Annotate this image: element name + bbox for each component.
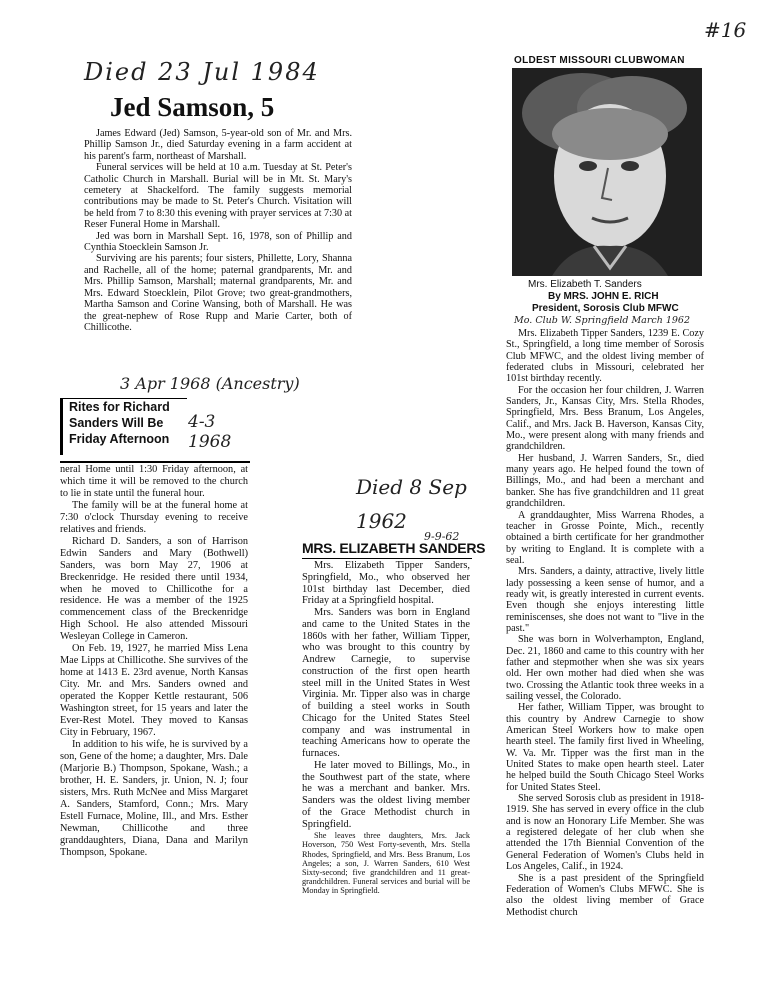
clubwoman-byline-title: President, Sorosis Club MFWC	[532, 303, 679, 314]
elizabeth-paragraph: He later moved to Billings, Mo., in the Southwest part of the state, where he was a merchant and banker. Mrs. Sanders was the oldest living member of the Grace Methodist church in Springfield.	[302, 759, 470, 830]
elizabeth-paragraph: Mrs. Sanders was born in England and came to the United States in the 1860s with her father, William Tipper, who was brought to this country by Andrew Carnegie, to supervise construction of the first open hearth steel mill in the United States in West Virginia. Mr. Tipper also was in charge of building a steel works in South Chicago for the United States Steel company and was instrumental in teaching Americans how to operate the furnaces.	[302, 607, 470, 759]
clubwoman-paragraph: She is a past president of the Springfield Federation of Women's Clubs MFWC. She is also the oldest living member of Grace Methodist church	[506, 872, 704, 918]
elizabeth-article	[302, 560, 470, 896]
clubwoman-article	[506, 328, 704, 918]
jed-paragraph: James Edward (Jed) Samson, 5-year-old son of Mr. and Mrs. Phillip Samson Jr., died Saturday evening in a farm accident at his parent's farm, northeast of Marshall.	[84, 128, 352, 162]
portrait-photo	[512, 68, 702, 276]
richard-paragraph: In addition to his wife, he is survived by a son, Gene of the home; a daughter, Mrs. Dale (Marjorie B.) Thompson, Spokane, Wash.; a brother, H. E. Sanders, jr. Union, N. J; four sisters, Mrs. Ruth McNee and Miss Margaret A. Sanders, Stamford, Conn.; Mrs. Mary Estell Furnace, Moline, Ill., and Mrs. Esther Newman, Chillicothe and three granddaughters, Diana, Dana and Marilyn Thompson, Spokane.	[60, 738, 248, 858]
clubwoman-paragraph: Her husband, J. Warren Sanders, Sr., died many years ago. He helped found the town of Billings, Mo., and had been a merchant and banker. She has five grandchildren and 11 great grandchildren.	[506, 452, 704, 510]
richard-headline-line: Friday Afternoon	[69, 432, 170, 446]
richard-paragraph: On Feb. 19, 1927, he married Miss Lena Mae Lipps at Chillicothe. She survives of the home at 1413 E. 23rd avenue, North Kansas City. Mr. and Mrs. Sanders owned and operated the Kopper Kettle restaurant, 506 Washington street, for 15 years and later the Ever-Rest Motel. They moved to Kansas City in February, 1967.	[60, 643, 248, 738]
richard-top-rule	[60, 461, 250, 463]
handwritten-date-elizabeth: Died 8 Sep 1962	[356, 475, 467, 533]
jed-paragraph: Funeral services will be held at 10 a.m. Tuesday at St. Peter's Catholic Church in Marshall. Burial will be in Mt. St. Mary's cemetery at Shackelford. The family suggests memorial contributions may be made to St. Peter's Church. Visitation will be held from 7 to 8:30 this evening with prayer services at 7:30 at Reser Funeral Home in Marshall.	[84, 162, 352, 231]
elizabeth-headline: MRS. ELIZABETH SANDERS	[302, 540, 472, 559]
richard-article	[60, 464, 248, 858]
portrait-caption: Mrs. Elizabeth T. Sanders	[528, 279, 642, 290]
richard-paragraph: The family will be at the funeral home at 7:30 o'clock Thursday evening to receive relatives and friends.	[60, 499, 248, 535]
richard-headline-line: Rites for Richard	[69, 400, 170, 414]
jed-headline: Jed Samson, 5	[110, 92, 275, 122]
handwritten-date-richard: 3 Apr 1968 (Ancestry)	[120, 374, 300, 393]
clubwoman-paragraph: She served Sorosis club as president in 1918-1919. She has served in every office in the club and is now an Honorary Life Member. She was a registered delegate of her club when she attended the 17th Biennial Convention of the General Federation of Women's Clubs held in Los Angeles, Calif., in 1924.	[506, 793, 704, 873]
handwritten-source: Mo. Club W. Springfield March 1962	[514, 315, 691, 326]
clubwoman-paragraph: She was born in Wolverhampton, England, Dec. 21, 1860 and came to this country with her father and stepmother when she was six years old. Her own mother had died when she was two. Crossing the Atlantic took three weeks in a sailing vessel, the Colorado.	[506, 634, 704, 702]
portrait-image	[512, 68, 702, 276]
clubwoman-paragraph: Mrs. Elizabeth Tipper Sanders, 1239 E. Cozy St., Springfield, a long time member of Sorosis Club MFWC, and the oldest living member of federated clubs in Missouri, celebrated her 101st birthday recently.	[506, 328, 704, 385]
elizabeth-paragraph: Mrs. Elizabeth Tipper Sanders, Springfield, Mo., who observed her 101st birthday last December, died Friday at a Springfield hospital.	[302, 560, 470, 607]
clubwoman-banner: OLDEST MISSOURI CLUBWOMAN	[514, 55, 685, 66]
clubwoman-paragraph: A granddaughter, Miss Warrena Rhodes, a teacher in Grosse Pointe, Mich., recently obtained a birth certificate for her grandmother by writing to England. It is complete with a seal.	[506, 509, 704, 566]
jed-article	[84, 128, 352, 333]
handwritten-note-richard: 4-3 1968	[188, 412, 232, 452]
richard-headline-line: Sanders Will Be	[69, 416, 164, 430]
richard-paragraph: Richard D. Sanders, a son of Harrison Edwin Sanders and Mary (Bothwell) Sanders, was born May 27, 1906 at Breckenridge. He resided there until 1934, when he moved to Chillicothe for a residence. He was a member of the 1925 commencement class of the Breckenridge High School. He also attended Missouri Wesleyan College in Cameron.	[60, 535, 248, 643]
clubwoman-paragraph: For the occasion her four children, J. Warren Sanders, Jr., Kansas City, Mrs. Stella Rhodes, Springfield, Mrs. Bess Branum, Los Angeles, Calif., and Mrs. Jack B. Haverson, Kansas City, Mo., were present along with many friends and grandchildren.	[506, 384, 704, 453]
handwritten-date-jed: Died 23 Jul 1984	[84, 58, 320, 86]
clubwoman-byline: By MRS. JOHN E. RICH	[548, 291, 659, 302]
clubwoman-paragraph: Mrs. Sanders, a dainty, attractive, lively little lady possessing a keen sense of humor, and a ready wit, is greatly interested in current events. Even though she enjoys interesting little reminiscenses, she does not want to "live in the past."	[506, 566, 704, 634]
jed-paragraph: Surviving are his parents; four sisters, Phillette, Lory, Shanna and Rachelle, all of the home; paternal grandparents, Mr. and Mrs. Phillip Samson, Marshall; maternal grandparents, Mr. and Mrs. Edward Stoecklein, Pilot Grove; two great-grandmothers, Martha Samson and Corine Wansing, both of Marshall. He was the great-nephew of Rose Rupp and Marie Carter, both of Chillicothe.	[84, 253, 352, 333]
jed-paragraph: Jed was born in Marshall Sept. 16, 1978, son of Phillip and Cynthia Stoecklein Samson Jr.	[84, 230, 352, 254]
handwritten-note-elizabeth: 9-9-62	[424, 530, 460, 543]
page-number: #16	[704, 18, 747, 42]
richard-headline-box	[60, 398, 187, 455]
richard-paragraph: neral Home until 1:30 Friday afternoon, at which time it will be removed to the church to lie in state until the funeral hour.	[60, 464, 248, 499]
clubwoman-paragraph: Her father, William Tipper, was brought to this country by Andrew Carnegie to show American Steel Workers how to make open hearth steel. The family first lived in Wheeling, W. Va. Mr. Tipper was the first man in the United States to make open hearth steel. Later he helped build the South Chicago Steel Works for United States Steel.	[506, 702, 704, 793]
elizabeth-small-print: She leaves three daughters, Mrs. Jack Hoverson, 750 West Forty-seventh, Mrs. Stella Rhodes, Springfield, and Mrs. Bess Branum, Los Angeles; a son, J. Warren Sanders, 610 West Sixty-second; five grandchildren and 11 great-grandchildren. Funeral services and burial will be Monday in Springfield.	[302, 831, 470, 896]
